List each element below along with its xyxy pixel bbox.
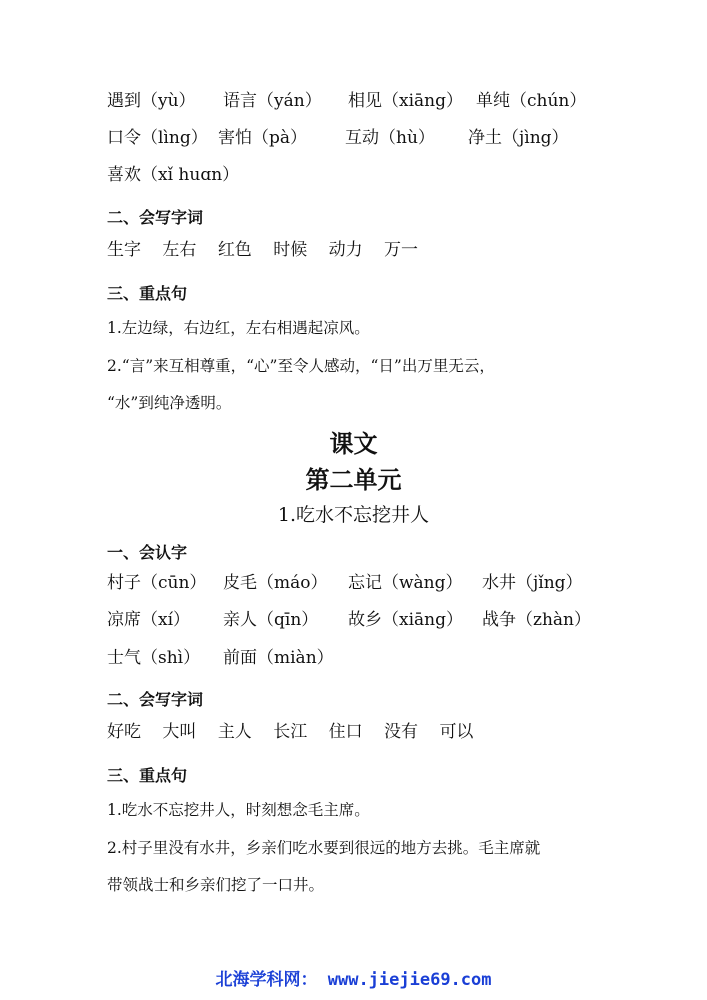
word-item: 相见（xiāng） <box>348 91 463 111</box>
section-heading-write: 二、会写字词 <box>107 208 204 227</box>
lesson-title: 1.吃水不忘挖井人 <box>277 504 430 526</box>
word-item: 忘记（wàng） <box>348 573 463 593</box>
word-item: 前面（miàn） <box>223 648 334 668</box>
write-word: 万一 <box>384 240 419 260</box>
word-item: 互动（hù） <box>345 128 435 148</box>
write-word: 时候 <box>273 240 308 260</box>
key-sentence: 2.“言”来互相尊重，“心”至令人感动，“日”出万里无云， <box>107 357 495 375</box>
write-word-list <box>107 238 434 262</box>
word-item: 遇到（yù） <box>107 91 196 111</box>
key-sentence: 2.村子里没有水井，乡亲们吃水要到很远的地方去挑。毛主席就 <box>107 839 541 857</box>
write-word: 可以 <box>439 722 474 742</box>
write-word: 住口 <box>328 722 363 742</box>
key-sentence-continued: “水”到纯净透明。 <box>107 394 232 412</box>
key-sentence-continued: 带领战士和乡亲们挖了一口井。 <box>107 876 325 894</box>
write-word: 红色 <box>217 240 252 260</box>
section-heading-sentences: 三、重点句 <box>107 284 188 303</box>
key-sentence: 1.吃水不忘挖井人，时刻想念毛主席。 <box>107 801 370 819</box>
word-item: 故乡（xiāng） <box>348 610 463 630</box>
write-word: 长江 <box>273 722 308 742</box>
section-heading-sentences: 三、重点句 <box>107 766 188 785</box>
word-item: 士气（shì） <box>107 648 201 668</box>
write-word: 左右 <box>162 240 197 260</box>
word-item: 村子（cūn） <box>107 573 207 593</box>
write-word-list <box>107 720 489 744</box>
section-heading-read: 一、会认字 <box>107 543 188 562</box>
word-item: 语言（yán） <box>223 91 322 111</box>
word-item: 口令（lìng） <box>107 128 208 148</box>
word-item: 净土（jìng） <box>468 128 569 148</box>
write-word: 动力 <box>328 240 363 260</box>
word-item: 凉席（xí） <box>107 610 191 630</box>
page-title: 课文 <box>329 430 378 458</box>
word-item: 战争（zhàn） <box>482 610 591 630</box>
word-item: 水井（jǐng） <box>482 573 583 593</box>
word-item: 害怕（pà） <box>218 128 308 148</box>
word-item: 单纯（chún） <box>476 91 587 111</box>
write-word: 主人 <box>217 722 252 742</box>
write-word: 大叫 <box>162 722 197 742</box>
section-heading-write: 二、会写字词 <box>107 690 204 709</box>
word-item: 亲人（qīn） <box>223 610 319 630</box>
write-word: 好吃 <box>107 722 141 742</box>
word-item: 喜欢（xǐ huɑn） <box>107 165 240 185</box>
write-word: 生字 <box>107 240 141 260</box>
word-item: 皮毛（máo） <box>223 573 328 593</box>
key-sentence: 1.左边绿，右边红，左右相遇起凉风。 <box>107 319 370 337</box>
footer-website: 北海学科网： www.jiejie69.com <box>215 970 492 990</box>
write-word: 没有 <box>384 722 419 742</box>
unit-title: 第二单元 <box>305 466 402 494</box>
